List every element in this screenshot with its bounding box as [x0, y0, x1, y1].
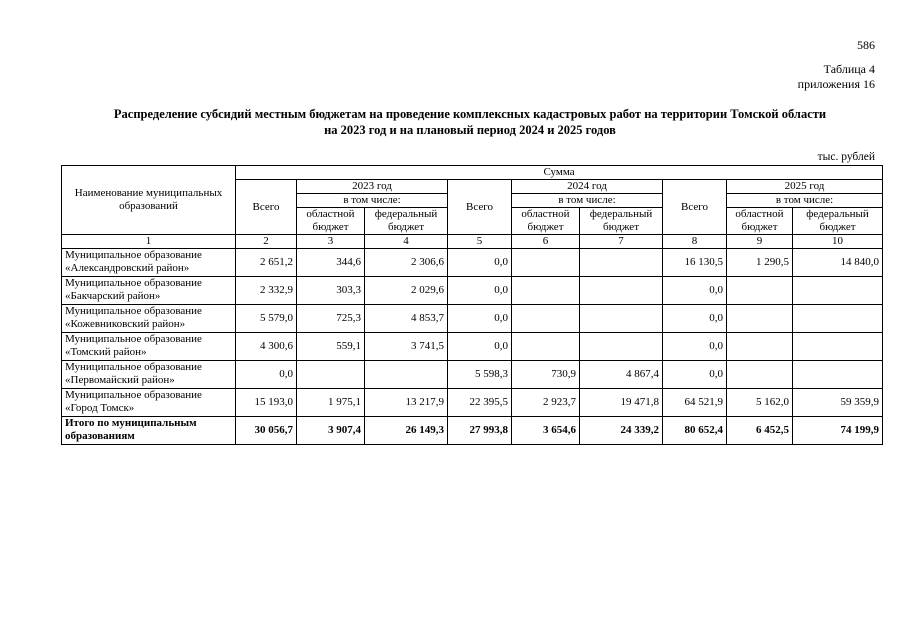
column-number: 8 [663, 235, 727, 249]
row-name: Муниципальное образование «Город Томск» [62, 389, 236, 417]
total-row [62, 417, 883, 445]
column-number: 2 [236, 235, 297, 249]
total-value: 74 199,9 [793, 417, 883, 445]
cell-value [297, 361, 365, 389]
total-value: 80 652,4 [663, 417, 727, 445]
header-total-2024: Всего [448, 180, 512, 235]
subsidies-table [61, 165, 883, 445]
cell-value: 5 579,0 [236, 305, 297, 333]
column-number: 6 [512, 235, 580, 249]
header-including-2024: в том числе: [512, 194, 663, 208]
total-row-name: Итого по муниципальным образованиям [62, 417, 236, 445]
document-title-line-2: на 2023 год и на плановый период 2024 и 2025 годов [324, 123, 616, 137]
table-row [62, 333, 883, 361]
header-regional-2024: областной бюджет [512, 208, 580, 235]
document-title-line-1: Распределение субсидий местным бюджетам на проведение комплексных кадастровых работ на территории Томской области [113, 107, 827, 121]
header-federal-2024: федеральный бюджет [580, 208, 663, 235]
cell-value [793, 277, 883, 305]
cell-value: 0,0 [663, 361, 727, 389]
units-label: тыс. рублей [817, 151, 875, 163]
header-federal-2023: федеральный бюджет [365, 208, 448, 235]
total-value: 3 907,4 [297, 417, 365, 445]
header-name: Наименование муниципальных образований [62, 166, 236, 235]
header-regional-2025: областной бюджет [727, 208, 793, 235]
cell-value: 725,3 [297, 305, 365, 333]
cell-value: 5 598,3 [448, 361, 512, 389]
column-number: 7 [580, 235, 663, 249]
header-sum: Сумма [236, 166, 883, 180]
cell-value: 2 923,7 [512, 389, 580, 417]
cell-value [512, 277, 580, 305]
total-value: 3 654,6 [512, 417, 580, 445]
cell-value [580, 277, 663, 305]
table-row [62, 249, 883, 277]
header-year-2023: 2023 год [297, 180, 448, 194]
row-name: Муниципальное образование «Александровский район» [62, 249, 236, 277]
cell-value: 344,6 [297, 249, 365, 277]
cell-value [580, 305, 663, 333]
row-name: Муниципальное образование «Первомайский район» [62, 361, 236, 389]
cell-value: 0,0 [236, 361, 297, 389]
cell-value [727, 277, 793, 305]
cell-value: 4 853,7 [365, 305, 448, 333]
header-including-2023: в том числе: [297, 194, 448, 208]
cell-value: 559,1 [297, 333, 365, 361]
cell-value: 22 395,5 [448, 389, 512, 417]
table-reference-line-2: приложения 16 [797, 77, 875, 91]
header-total-2023: Всего [236, 180, 297, 235]
cell-value [793, 305, 883, 333]
column-number: 10 [793, 235, 883, 249]
cell-value [365, 361, 448, 389]
cell-value [512, 333, 580, 361]
cell-value [727, 361, 793, 389]
cell-value [580, 249, 663, 277]
cell-value: 0,0 [448, 277, 512, 305]
cell-value: 59 359,9 [793, 389, 883, 417]
cell-value: 5 162,0 [727, 389, 793, 417]
column-number: 1 [62, 235, 236, 249]
cell-value: 4 300,6 [236, 333, 297, 361]
cell-value: 0,0 [448, 305, 512, 333]
cell-value: 2 306,6 [365, 249, 448, 277]
cell-value: 0,0 [448, 333, 512, 361]
header-federal-2025: федеральный бюджет [793, 208, 883, 235]
header-regional-2023: областной бюджет [297, 208, 365, 235]
header-year-2024: 2024 год [512, 180, 663, 194]
header-total-2025: Всего [663, 180, 727, 235]
cell-value [793, 361, 883, 389]
cell-value: 1 975,1 [297, 389, 365, 417]
column-number: 4 [365, 235, 448, 249]
column-number: 5 [448, 235, 512, 249]
total-value: 6 452,5 [727, 417, 793, 445]
cell-value: 0,0 [663, 277, 727, 305]
header-including-2025: в том числе: [727, 194, 883, 208]
total-value: 30 056,7 [236, 417, 297, 445]
total-value: 26 149,3 [365, 417, 448, 445]
header-year-2025: 2025 год [727, 180, 883, 194]
cell-value: 19 471,8 [580, 389, 663, 417]
row-name: Муниципальное образование «Кожевниковский район» [62, 305, 236, 333]
row-name: Муниципальное образование «Томский район» [62, 333, 236, 361]
cell-value: 303,3 [297, 277, 365, 305]
cell-value [793, 333, 883, 361]
cell-value [727, 333, 793, 361]
cell-value: 64 521,9 [663, 389, 727, 417]
row-name: Муниципальное образование «Бакчарский район» [62, 277, 236, 305]
table-reference-line-1: Таблица 4 [823, 62, 875, 76]
total-value: 27 993,8 [448, 417, 512, 445]
total-value: 24 339,2 [580, 417, 663, 445]
column-number: 3 [297, 235, 365, 249]
table-row [62, 389, 883, 417]
cell-value [512, 305, 580, 333]
cell-value: 1 290,5 [727, 249, 793, 277]
column-number: 9 [727, 235, 793, 249]
cell-value: 13 217,9 [365, 389, 448, 417]
table-row [62, 277, 883, 305]
table-row [62, 361, 883, 389]
cell-value [580, 333, 663, 361]
cell-value [727, 305, 793, 333]
cell-value: 15 193,0 [236, 389, 297, 417]
cell-value: 4 867,4 [580, 361, 663, 389]
cell-value: 0,0 [663, 305, 727, 333]
cell-value: 3 741,5 [365, 333, 448, 361]
cell-value: 16 130,5 [663, 249, 727, 277]
cell-value [512, 249, 580, 277]
cell-value: 730,9 [512, 361, 580, 389]
cell-value: 2 651,2 [236, 249, 297, 277]
column-number-row [62, 235, 883, 249]
table-row [62, 305, 883, 333]
cell-value: 2 029,6 [365, 277, 448, 305]
document-title [60, 106, 880, 138]
cell-value: 0,0 [448, 249, 512, 277]
cell-value: 14 840,0 [793, 249, 883, 277]
table-reference [798, 62, 875, 92]
page-number: 586 [857, 38, 875, 52]
cell-value: 0,0 [663, 333, 727, 361]
cell-value: 2 332,9 [236, 277, 297, 305]
